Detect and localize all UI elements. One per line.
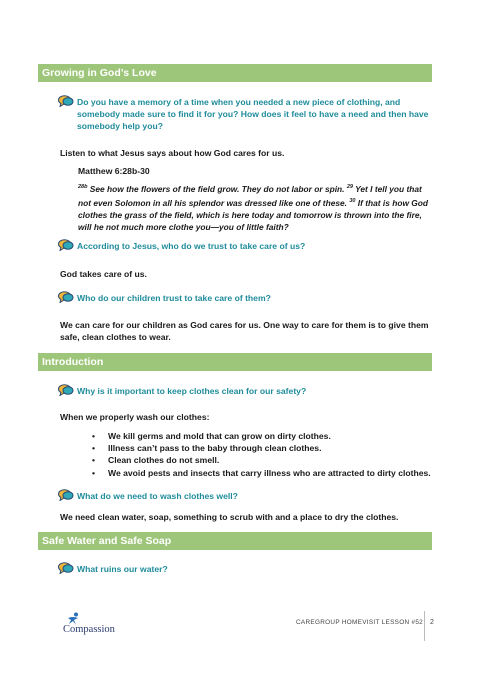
scripture-reference: Matthew 6:28b-30 bbox=[78, 166, 150, 176]
question-text: According to Jesus, who do we trust to take care of us? bbox=[77, 241, 306, 251]
speech-bubbles-icon bbox=[58, 95, 74, 107]
section-header-safe-water: Safe Water and Safe Soap bbox=[38, 532, 432, 550]
question-trust-jesus bbox=[60, 240, 432, 252]
speech-bubbles-icon bbox=[58, 489, 74, 501]
answer-god-takes-care: God takes care of us. bbox=[60, 269, 147, 279]
compassion-logo-text: Compassion bbox=[63, 624, 115, 635]
question-text: Why is it important to keep clothes clean for our safety? bbox=[77, 386, 307, 396]
wash-benefits-list bbox=[92, 430, 431, 479]
lesson-title: CAREGROUP HOMEVISIT LESSON #52 bbox=[296, 619, 424, 626]
question-ruins-water bbox=[60, 563, 432, 575]
question-text: What do we need to wash clothes well? bbox=[77, 491, 238, 501]
page-number: 2 bbox=[430, 619, 434, 626]
question-memory bbox=[60, 96, 432, 132]
question-wash-well bbox=[60, 490, 432, 502]
list-item: • Illness can’t pass to the baby through clean clothes. bbox=[92, 442, 431, 454]
footer-divider bbox=[424, 611, 425, 641]
verse-number: 29 bbox=[346, 184, 353, 190]
care-for-children-paragraph: We can care for our children as God cares for us. One way to care for them is to give them safe, clean clothes to wear. bbox=[60, 320, 429, 342]
speech-bubbles-icon bbox=[58, 291, 74, 303]
list-item: • We avoid pests and insects that carry illness who are attracted to dirty clothes. bbox=[92, 467, 431, 479]
verse-number: 28b bbox=[78, 184, 88, 190]
question-clean-clothes bbox=[60, 385, 432, 397]
verse-number: 30 bbox=[349, 197, 356, 204]
question-children-trust bbox=[60, 292, 432, 304]
when-wash-paragraph: When we properly wash our clothes: bbox=[60, 412, 210, 422]
verse-text: If that is how God clothes the grass of the field, which is here today and tomorrow is thrown into the fire, will he not much more clothe you—you of little faith? bbox=[78, 197, 429, 232]
speech-bubbles-icon bbox=[58, 239, 74, 251]
we-need-paragraph: We need clean water, soap, something to scrub with and a place to dry the clothes. bbox=[60, 512, 399, 522]
listen-paragraph: Listen to what Jesus says about how God cares for us. bbox=[60, 148, 285, 158]
speech-bubbles-icon bbox=[58, 384, 74, 396]
question-text: What ruins our water? bbox=[77, 564, 168, 574]
verse-text: Yet I tell you that not even Solomon in all his splendor was dressed like one of these. bbox=[78, 183, 422, 208]
speech-bubbles-icon bbox=[58, 562, 74, 574]
list-item: • Clean clothes do not smell. bbox=[92, 454, 431, 466]
section-header-growing: Growing in God’s Love bbox=[38, 64, 432, 82]
verse-text: See how the flowers of the field grow. They do not labor or spin. bbox=[87, 183, 347, 194]
question-text: Do you have a memory of a time when you needed a new piece of clothing, and somebody made sure to find it for you? How does it feel to have a need and then have somebody help you? bbox=[77, 97, 429, 131]
scripture-passage bbox=[78, 181, 434, 233]
section-header-introduction: Introduction bbox=[38, 353, 432, 371]
list-item: • We kill germs and mold that can grow on dirty clothes. bbox=[92, 430, 431, 442]
question-text: Who do our children trust to take care of them? bbox=[77, 293, 271, 303]
